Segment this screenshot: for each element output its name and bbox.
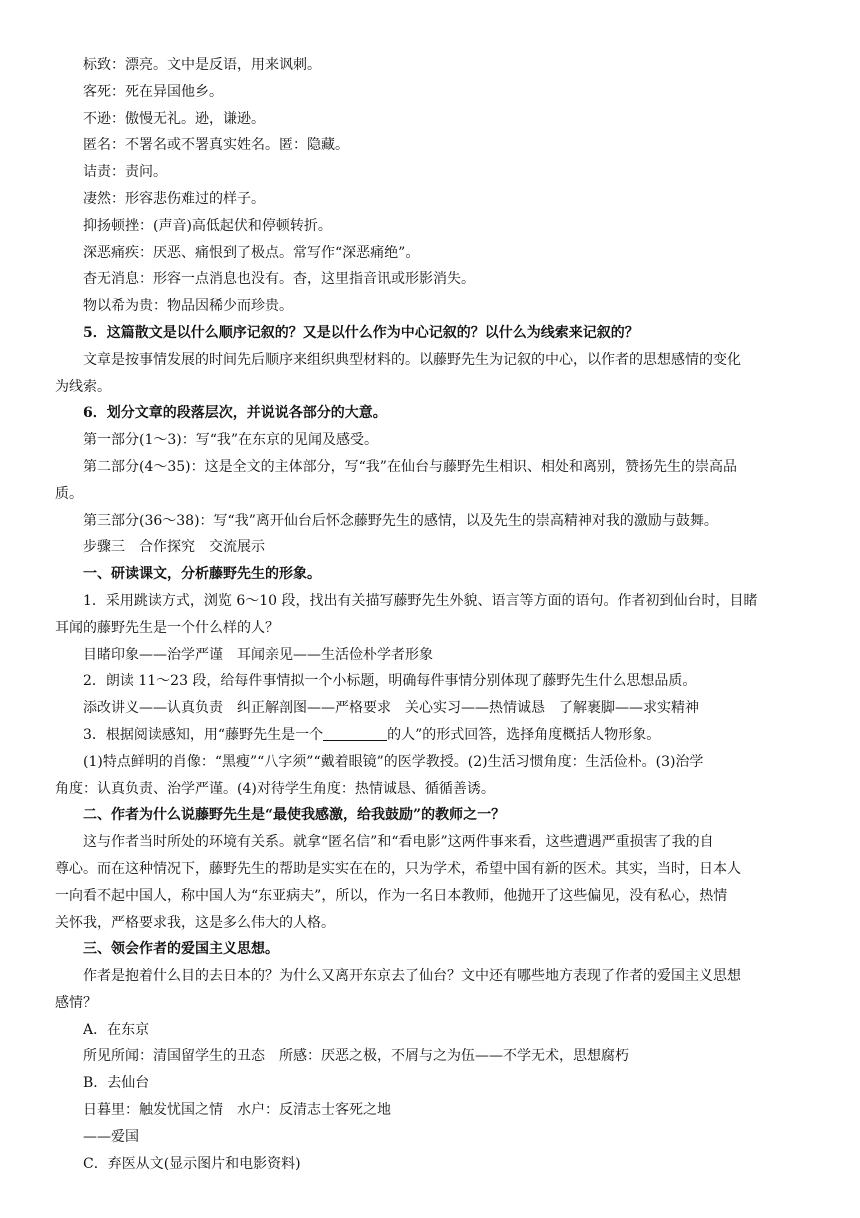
vocab-item: 诘责：责问。 — [83, 164, 167, 181]
document-page — [55, 52, 813, 1177]
section-1-q1-line: 耳闻的藤野先生是一个什么样的人？ — [55, 619, 279, 636]
section-2-line: 这与作者当时所处的环境有关系。就拿“匿名信”和“看电影”这两件事来看，这些遭遇严重损害了我的自 — [83, 834, 714, 851]
vocab-item: 客死：死在异国他乡。 — [83, 83, 223, 100]
item-b-label: B．去仙台 — [83, 1075, 150, 1092]
section-3-question-line: 作者是抱着什么目的去日本的？为什么又离开东京去了仙台？文中还有哪些地方表现了作者的爱国主义思想 — [83, 968, 741, 985]
part-2-line: 第二部分(4～35)：这是全文的主体部分，写“我”在仙台与藤野先生相识、相处和离别，赞扬先生的崇高品 — [83, 458, 737, 475]
answer-5-line: 文章是按事情发展的时间先后顺序来组织典型材料的。以藤野先生为记叙的中心，以作者的思想感情的变化 — [83, 351, 741, 368]
step-heading: 步骤三 合作探究 交流展示 — [83, 539, 265, 556]
section-1-q3 — [55, 722, 813, 749]
vocab-item: 凄然：形容悲伤难过的样子。 — [83, 190, 265, 207]
vocab-item: 匿名：不署名或不署真实姓名。匿：隐藏。 — [83, 137, 349, 154]
vocab-item: 不逊：傲慢无礼。逊，谦逊。 — [83, 110, 265, 127]
section-1-q1-line: 1．采用跳读方式，浏览 6～10 段，找出有关描写藤野先生外貌、语言等方面的语句。作者初到仙台时，目睹 — [83, 592, 758, 609]
section-2-line: 一向看不起中国人，称中国人为“东亚病夫”，所以，作为一名日本教师，他抛开了这些偏见，没有私心，热情 — [55, 887, 728, 904]
question-6: 6．划分文章的段落层次，并说说各部分的大意。 — [83, 405, 387, 422]
item-c-label: C．弃医从文(显示图片和电影资料) — [83, 1155, 301, 1172]
question-5: 5．这篇散文是以什么顺序记叙的？又是以什么作为中心记叙的？以什么为线索来记叙的？ — [83, 324, 639, 341]
section-3-question-line: 感情？ — [55, 994, 97, 1011]
vocab-item: 标致：漂亮。文中是反语，用来讽刺。 — [83, 57, 321, 73]
item-a-label: A．在东京 — [83, 1021, 150, 1038]
item-b-text: 日暮里：触发忧国之情 水户：反清志士客死之地 — [83, 1102, 391, 1119]
fill-blank — [323, 726, 387, 741]
q3-suffix: 的人”的形式回答，选择角度概括人物形象。 — [387, 726, 661, 743]
section-1-a1: 目睹印象——治学严谨 耳闻亲见——生活俭朴学者形象 — [83, 646, 433, 663]
section-1-a3-line: (1)特点鲜明的肖像：“黑瘦”“八字须”“戴着眼镜”的医学教授。(2)生活习惯角度：生活俭朴。(3)治学 — [83, 753, 704, 770]
section-1-a3-line: 角度：认真负责、治学严谨。(4)对待学生角度：热情诚恳、循循善诱。 — [55, 780, 495, 797]
part-1: 第一部分(1～3)：写“我”在东京的见闻及感受。 — [83, 432, 379, 449]
section-2-line: 尊心。而在这种情况下，藤野先生的帮助是实实在在的，只为学术，希望中国有新的医术。其实，当时，日本人 — [55, 860, 741, 877]
item-b-summary: ——爱国 — [83, 1128, 139, 1145]
section-2-heading: 二、作者为什么说藤野先生是“最使我感激，给我鼓励”的教师之一？ — [83, 807, 506, 824]
vocab-item: 物以希为贵：物品因稀少而珍贵。 — [83, 298, 293, 315]
section-3-heading: 三、领会作者的爱国主义思想。 — [83, 941, 279, 958]
part-3: 第三部分(36～38)：写“我”离开仙台后怀念藤野先生的感情，以及先生的崇高精神对我的激励与鼓舞。 — [83, 512, 718, 529]
item-a-text: 所见所闻：清国留学生的丑态 所感：厌恶之极，不屑与之为伍——不学无术，思想腐朽 — [83, 1048, 629, 1065]
section-1-q2: 2．朗读 11～23 段，给每件事情拟一个小标题，明确每件事情分别体现了藤野先生什么思想品质。 — [83, 673, 697, 690]
section-1-heading: 一、研读课文，分析藤野先生的形象。 — [83, 566, 321, 583]
vocab-item: 抑扬顿挫：(声音)高低起伏和停顿转折。 — [83, 217, 332, 234]
q3-prefix: 3．根据阅读感知，用“藤野先生是一个 — [83, 726, 324, 743]
answer-5-line: 为线索。 — [55, 378, 111, 395]
vocab-item: 杳无消息：形容一点消息也没有。杳，这里指音讯或形影消失。 — [83, 271, 475, 288]
part-2-line: 质。 — [55, 485, 83, 502]
vocab-item: 深恶痛疾：厌恶、痛恨到了极点。常写作“深恶痛绝”。 — [83, 244, 420, 261]
section-2-line: 关怀我，严格要求我，这是多么伟大的人格。 — [55, 914, 335, 931]
section-1-a2: 添改讲义——认真负责 纠正解剖图——严格要求 关心实习——热情诚恳 了解裹脚——求实精神 — [83, 700, 699, 717]
